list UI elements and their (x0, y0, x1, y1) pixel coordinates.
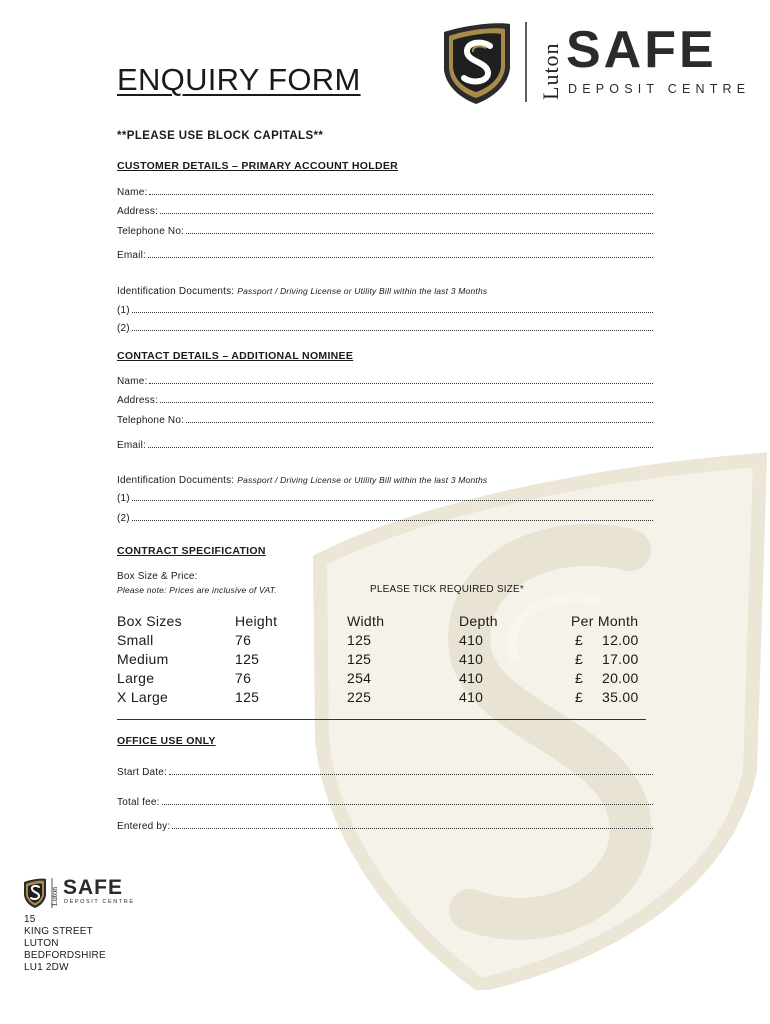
shield-logo-icon (444, 23, 510, 104)
row-currency: £ (575, 689, 584, 705)
row-depth: 410 (459, 689, 484, 705)
row-price: 17.00 (602, 651, 639, 667)
row-width: 225 (347, 689, 372, 705)
column-header-box-sizes: Box Sizes (117, 613, 182, 629)
row-depth: 410 (459, 632, 484, 648)
logo-safe-text: SAFE (566, 21, 717, 79)
nominee-doc1-label: (1) (117, 493, 130, 504)
vat-note: Please note: Prices are inclusive of VAT. (117, 585, 277, 595)
primary-name-field[interactable] (117, 187, 653, 198)
row-size: Small (117, 632, 154, 648)
row-width: 254 (347, 670, 372, 686)
primary-telephone-field[interactable] (117, 226, 653, 237)
total-fee-field[interactable] (117, 797, 653, 808)
address-line: LUTON (24, 938, 59, 949)
nominee-doc2-field[interactable] (117, 513, 653, 524)
nominee-section-heading: CONTACT DETAILS – ADDITIONAL NOMINEE (117, 350, 354, 362)
table-divider (117, 719, 646, 720)
primary-id-note: Passport / Driving License or Utility Bill within the last 3 Months (237, 286, 488, 296)
column-header-per-month: Per Month (571, 613, 639, 629)
column-header-width: Width (347, 613, 385, 629)
row-size: Medium (117, 651, 169, 667)
row-height: 76 (235, 670, 252, 686)
nominee-telephone-field[interactable] (117, 415, 653, 426)
address-line: LU1 2DW (24, 962, 69, 973)
nominee-doc1-field[interactable] (117, 493, 653, 504)
block-capitals-instruction: **PLEASE USE BLOCK CAPITALS** (117, 130, 324, 142)
entered-by-field[interactable] (117, 821, 653, 832)
nominee-address-field[interactable] (117, 395, 653, 406)
page-title: ENQUIRY FORM (117, 62, 361, 97)
entered-by-label: Entered by: (117, 821, 171, 832)
row-currency: £ (575, 651, 584, 667)
row-depth: 410 (459, 651, 484, 667)
primary-doc1-label: (1) (117, 305, 130, 316)
primary-doc1-field[interactable] (117, 305, 653, 316)
footer-address (24, 914, 106, 974)
footer-logo-deposit-text: DEPOSIT CENTRE (64, 899, 135, 905)
nominee-address-label: Address: (117, 395, 159, 406)
primary-id-docs (117, 286, 487, 297)
nominee-doc2-label: (2) (117, 513, 130, 524)
primary-telephone-label: Telephone No: (117, 226, 185, 237)
primary-email-label: Email: (117, 250, 146, 261)
row-price: 35.00 (602, 689, 639, 705)
start-date-field[interactable] (117, 767, 653, 778)
footer-logo-luton-text: Luton (50, 886, 59, 906)
footer-shield-icon (24, 879, 46, 908)
address-line: 15 (24, 914, 36, 925)
nominee-email-label: Email: (117, 440, 146, 451)
nominee-name-label: Name: (117, 376, 148, 387)
office-section-heading: OFFICE USE ONLY (117, 735, 216, 747)
nominee-telephone-label: Telephone No: (117, 415, 185, 426)
nominee-id-docs-label: Identification Documents: (117, 475, 235, 486)
row-height: 125 (235, 689, 260, 705)
row-size: X Large (117, 689, 169, 705)
primary-id-docs-label: Identification Documents: (117, 286, 235, 297)
primary-doc2-label: (2) (117, 323, 130, 334)
row-currency: £ (575, 632, 584, 648)
nominee-email-field[interactable] (117, 440, 653, 451)
box-size-price-label: Box Size & Price: (117, 571, 198, 582)
row-height: 125 (235, 651, 260, 667)
primary-email-field[interactable] (117, 250, 653, 261)
primary-address-field[interactable] (117, 206, 653, 217)
row-width: 125 (347, 632, 372, 648)
row-price: 12.00 (602, 632, 639, 648)
address-line: BEDFORDSHIRE (24, 950, 106, 961)
row-height: 76 (235, 632, 252, 648)
start-date-label: Start Date: (117, 767, 167, 778)
tick-size-note: PLEASE TICK REQUIRED SIZE* (370, 584, 524, 595)
primary-section-heading: CUSTOMER DETAILS – PRIMARY ACCOUNT HOLDER (117, 160, 399, 172)
row-size: Large (117, 670, 155, 686)
nominee-name-field[interactable] (117, 376, 653, 387)
primary-name-label: Name: (117, 187, 148, 198)
row-depth: 410 (459, 670, 484, 686)
primary-address-label: Address: (117, 206, 159, 217)
total-fee-label: Total fee: (117, 797, 160, 808)
nominee-id-note: Passport / Driving License or Utility Bill within the last 3 Months (237, 475, 488, 485)
logo-luton-text: Luton (538, 42, 563, 100)
row-currency: £ (575, 670, 584, 686)
footer-logo-safe-text: SAFE (63, 876, 124, 899)
column-header-height: Height (235, 613, 278, 629)
address-line: KING STREET (24, 926, 93, 937)
logo-deposit-text: DEPOSIT CENTRE (568, 82, 751, 96)
primary-doc2-field[interactable] (117, 323, 653, 334)
column-header-depth: Depth (459, 613, 498, 629)
nominee-id-docs (117, 475, 487, 486)
contract-section-heading: CONTRACT SPECIFICATION (117, 545, 266, 557)
row-price: 20.00 (602, 670, 639, 686)
row-width: 125 (347, 651, 372, 667)
